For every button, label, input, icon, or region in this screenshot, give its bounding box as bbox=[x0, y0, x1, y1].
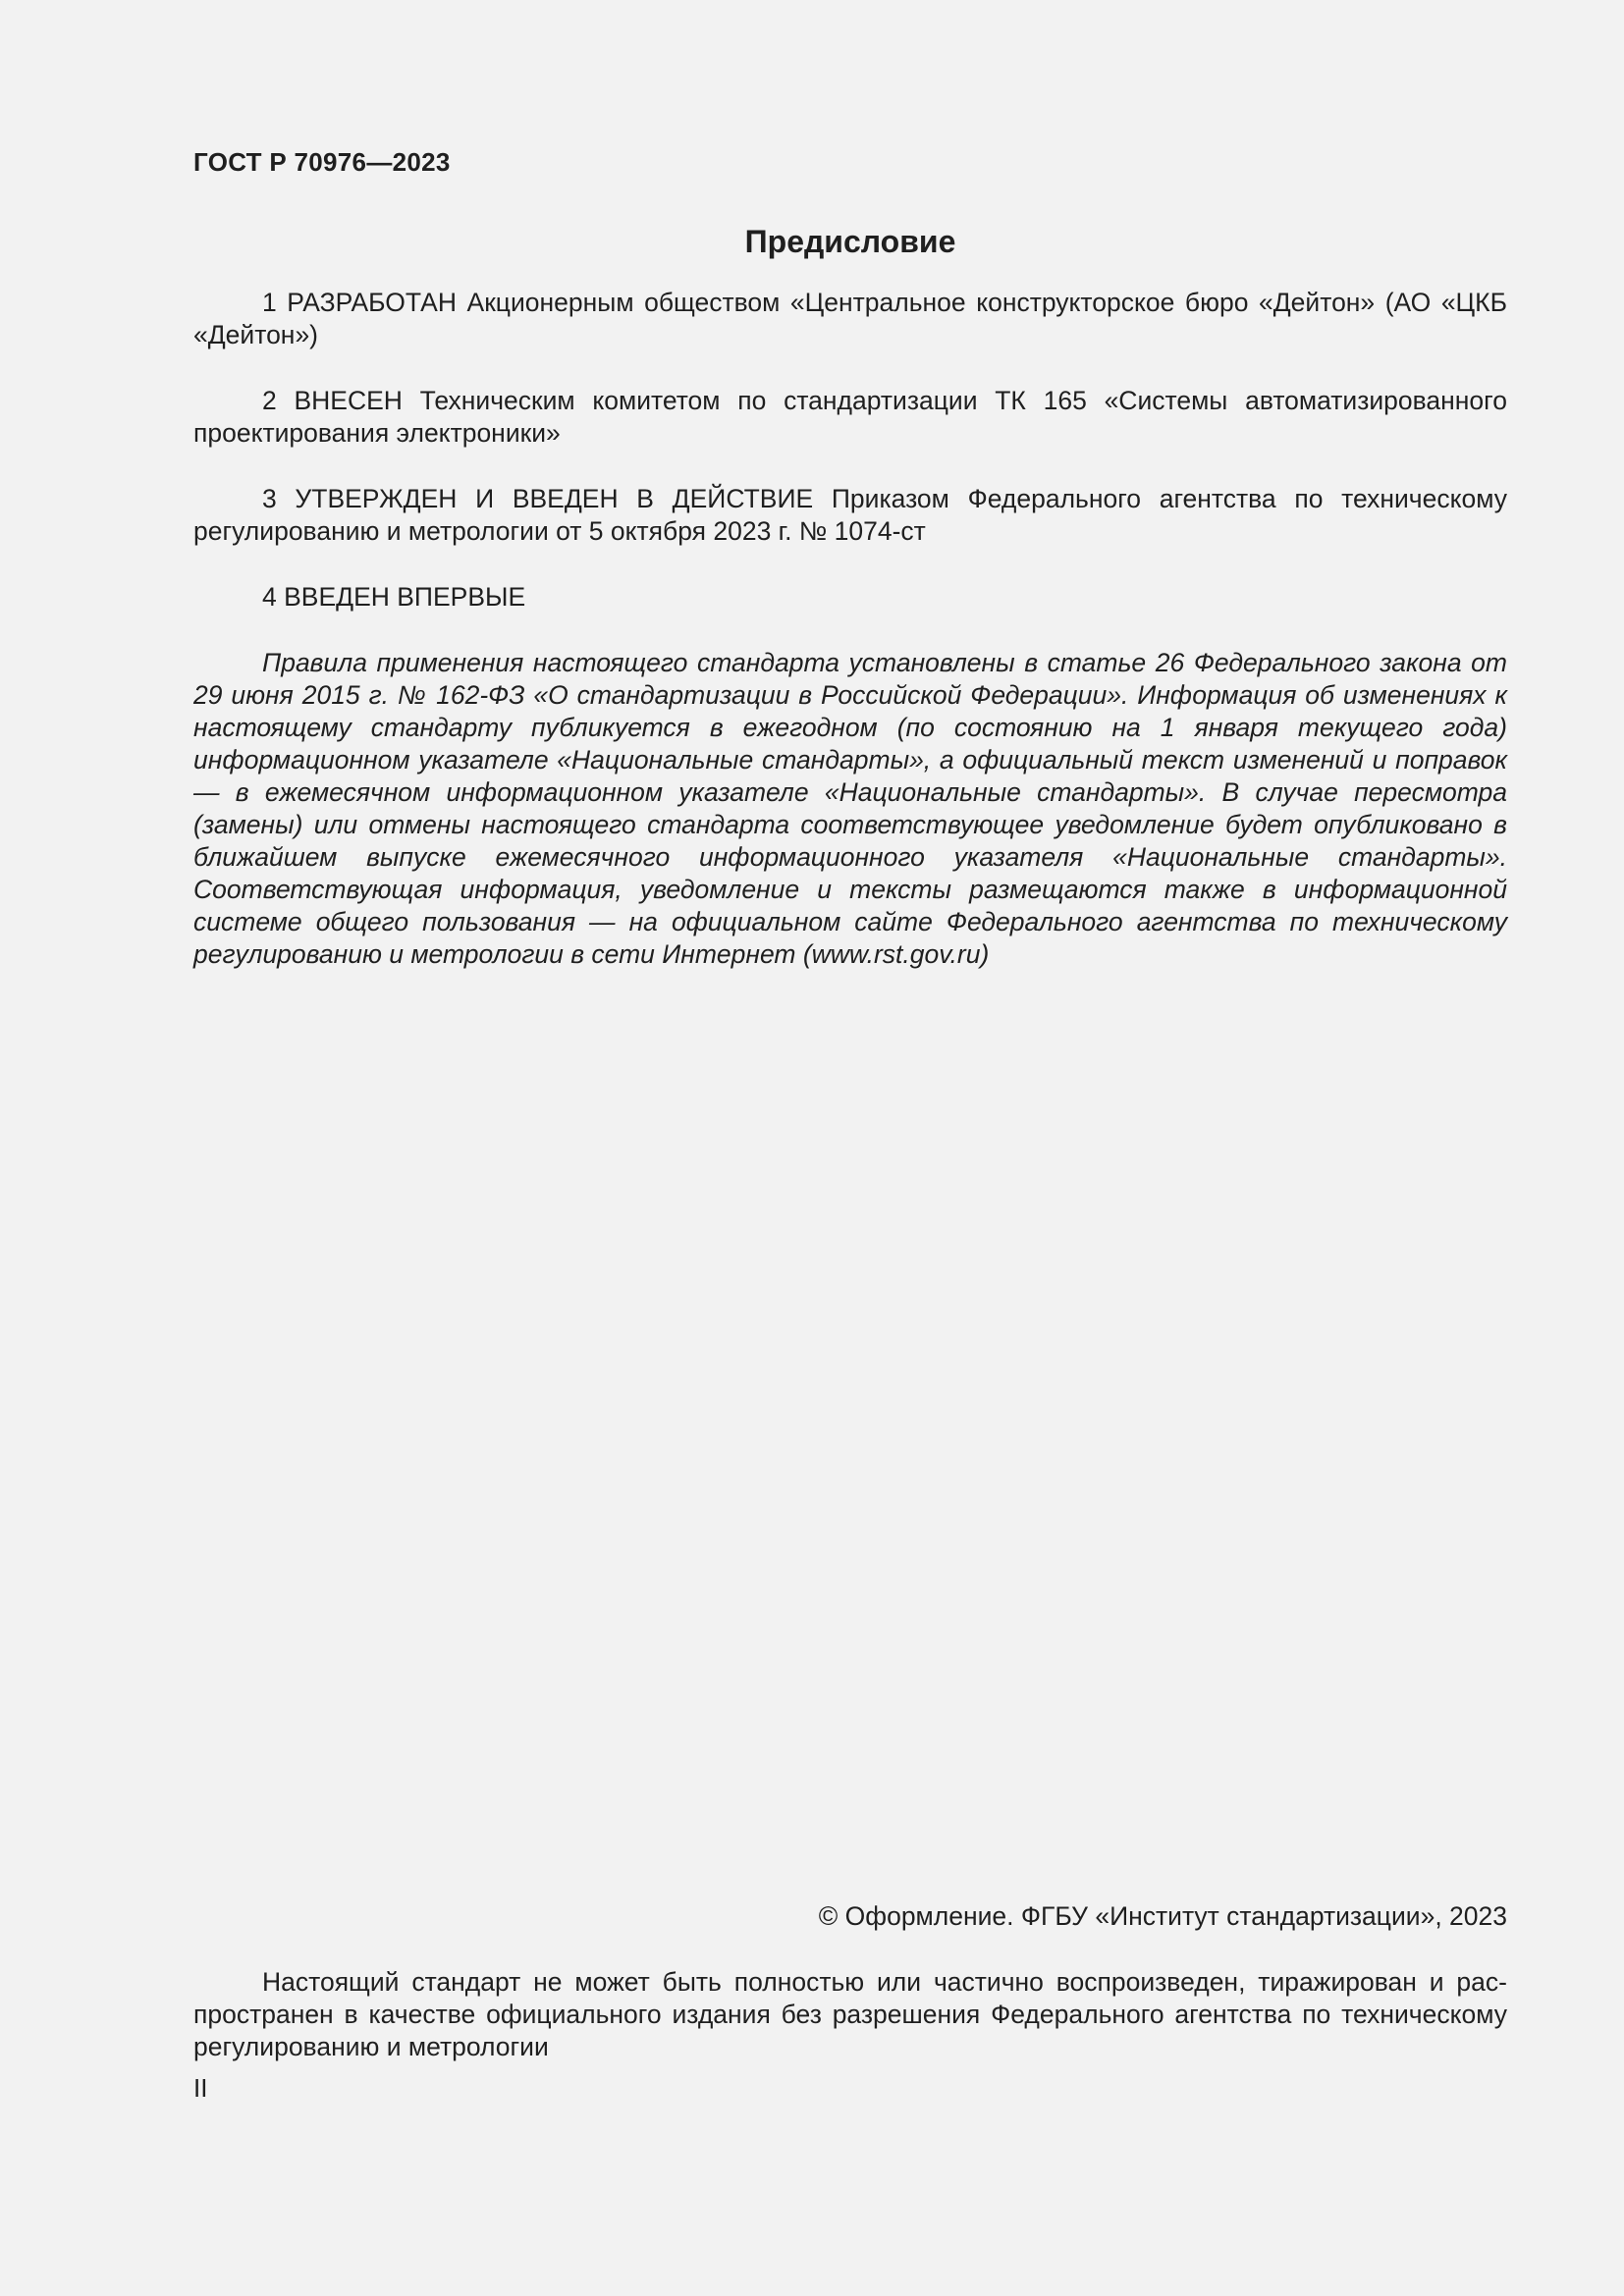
page-number: II bbox=[193, 2073, 208, 2103]
copyright-line: © Оформление. ФГБУ «Институт стандартизации», 2023 bbox=[818, 1901, 1507, 1931]
standard-code-header: ГОСТ Р 70976—2023 bbox=[193, 147, 451, 177]
foreword-item-introduced: 2 ВНЕСЕН Техническим комитетом по стандартизации ТК 165 «Системы автоматизированного проектирования электроники» bbox=[193, 386, 1507, 448]
foreword-item-developed: 1 РАЗРАБОТАН Акционерным обществом «Центральное конструкторское бюро «Дейтон» (АО «ЦКБ «Дейтон») bbox=[193, 288, 1507, 349]
document-page bbox=[193, 0, 1507, 2296]
application-rules-note: Правила применения настоящего стандарта установлены в статье 26 Федерального закона от 29 июня 2015 г. № 162-ФЗ «О стандартизации в Российской Федерации». Информация об изменениях к настоящему стандарту публикуется в ежегодном (по состоянию на 1 января текущего года) информационном указателе «Национальные стандарты», а официальный текст изменений и поправок — в ежемесячном информационном указателе «Национальные стандарты». В случае пересмотра (замены) или отмены настоящего стандарта соответствующее уведомление будет опубликовано в ближайшем выпуске ежемесячного информационного указателя «Национальные стандарты». Соответствующая информация, уведомление и тексты размещаются также в информационной системе общего пользования — на официальном сайте Федерального агентства по техническому регулированию и метрологии в сети Интернет (www.rst.gov.ru) bbox=[193, 648, 1507, 969]
page-title: Предисловие bbox=[744, 224, 956, 259]
foreword-item-approved: 3 УТВЕРЖДЕН И ВВЕДЕН В ДЕЙСТВИЕ Приказом Федерального агентства по техническому регулированию и метрологии от 5 октября 2023 г. № 1074-ст bbox=[193, 484, 1507, 546]
reproduction-notice: Настоящий стандарт не может быть полностью или частично воспроизведен, тиражирован и распространен в качестве официального издания без разрешения Федерального агентства по техническому регулированию и метрологии bbox=[193, 1967, 1507, 2061]
foreword-item-first-introduced: 4 ВВЕДЕН ВПЕРВЫЕ bbox=[262, 582, 526, 612]
